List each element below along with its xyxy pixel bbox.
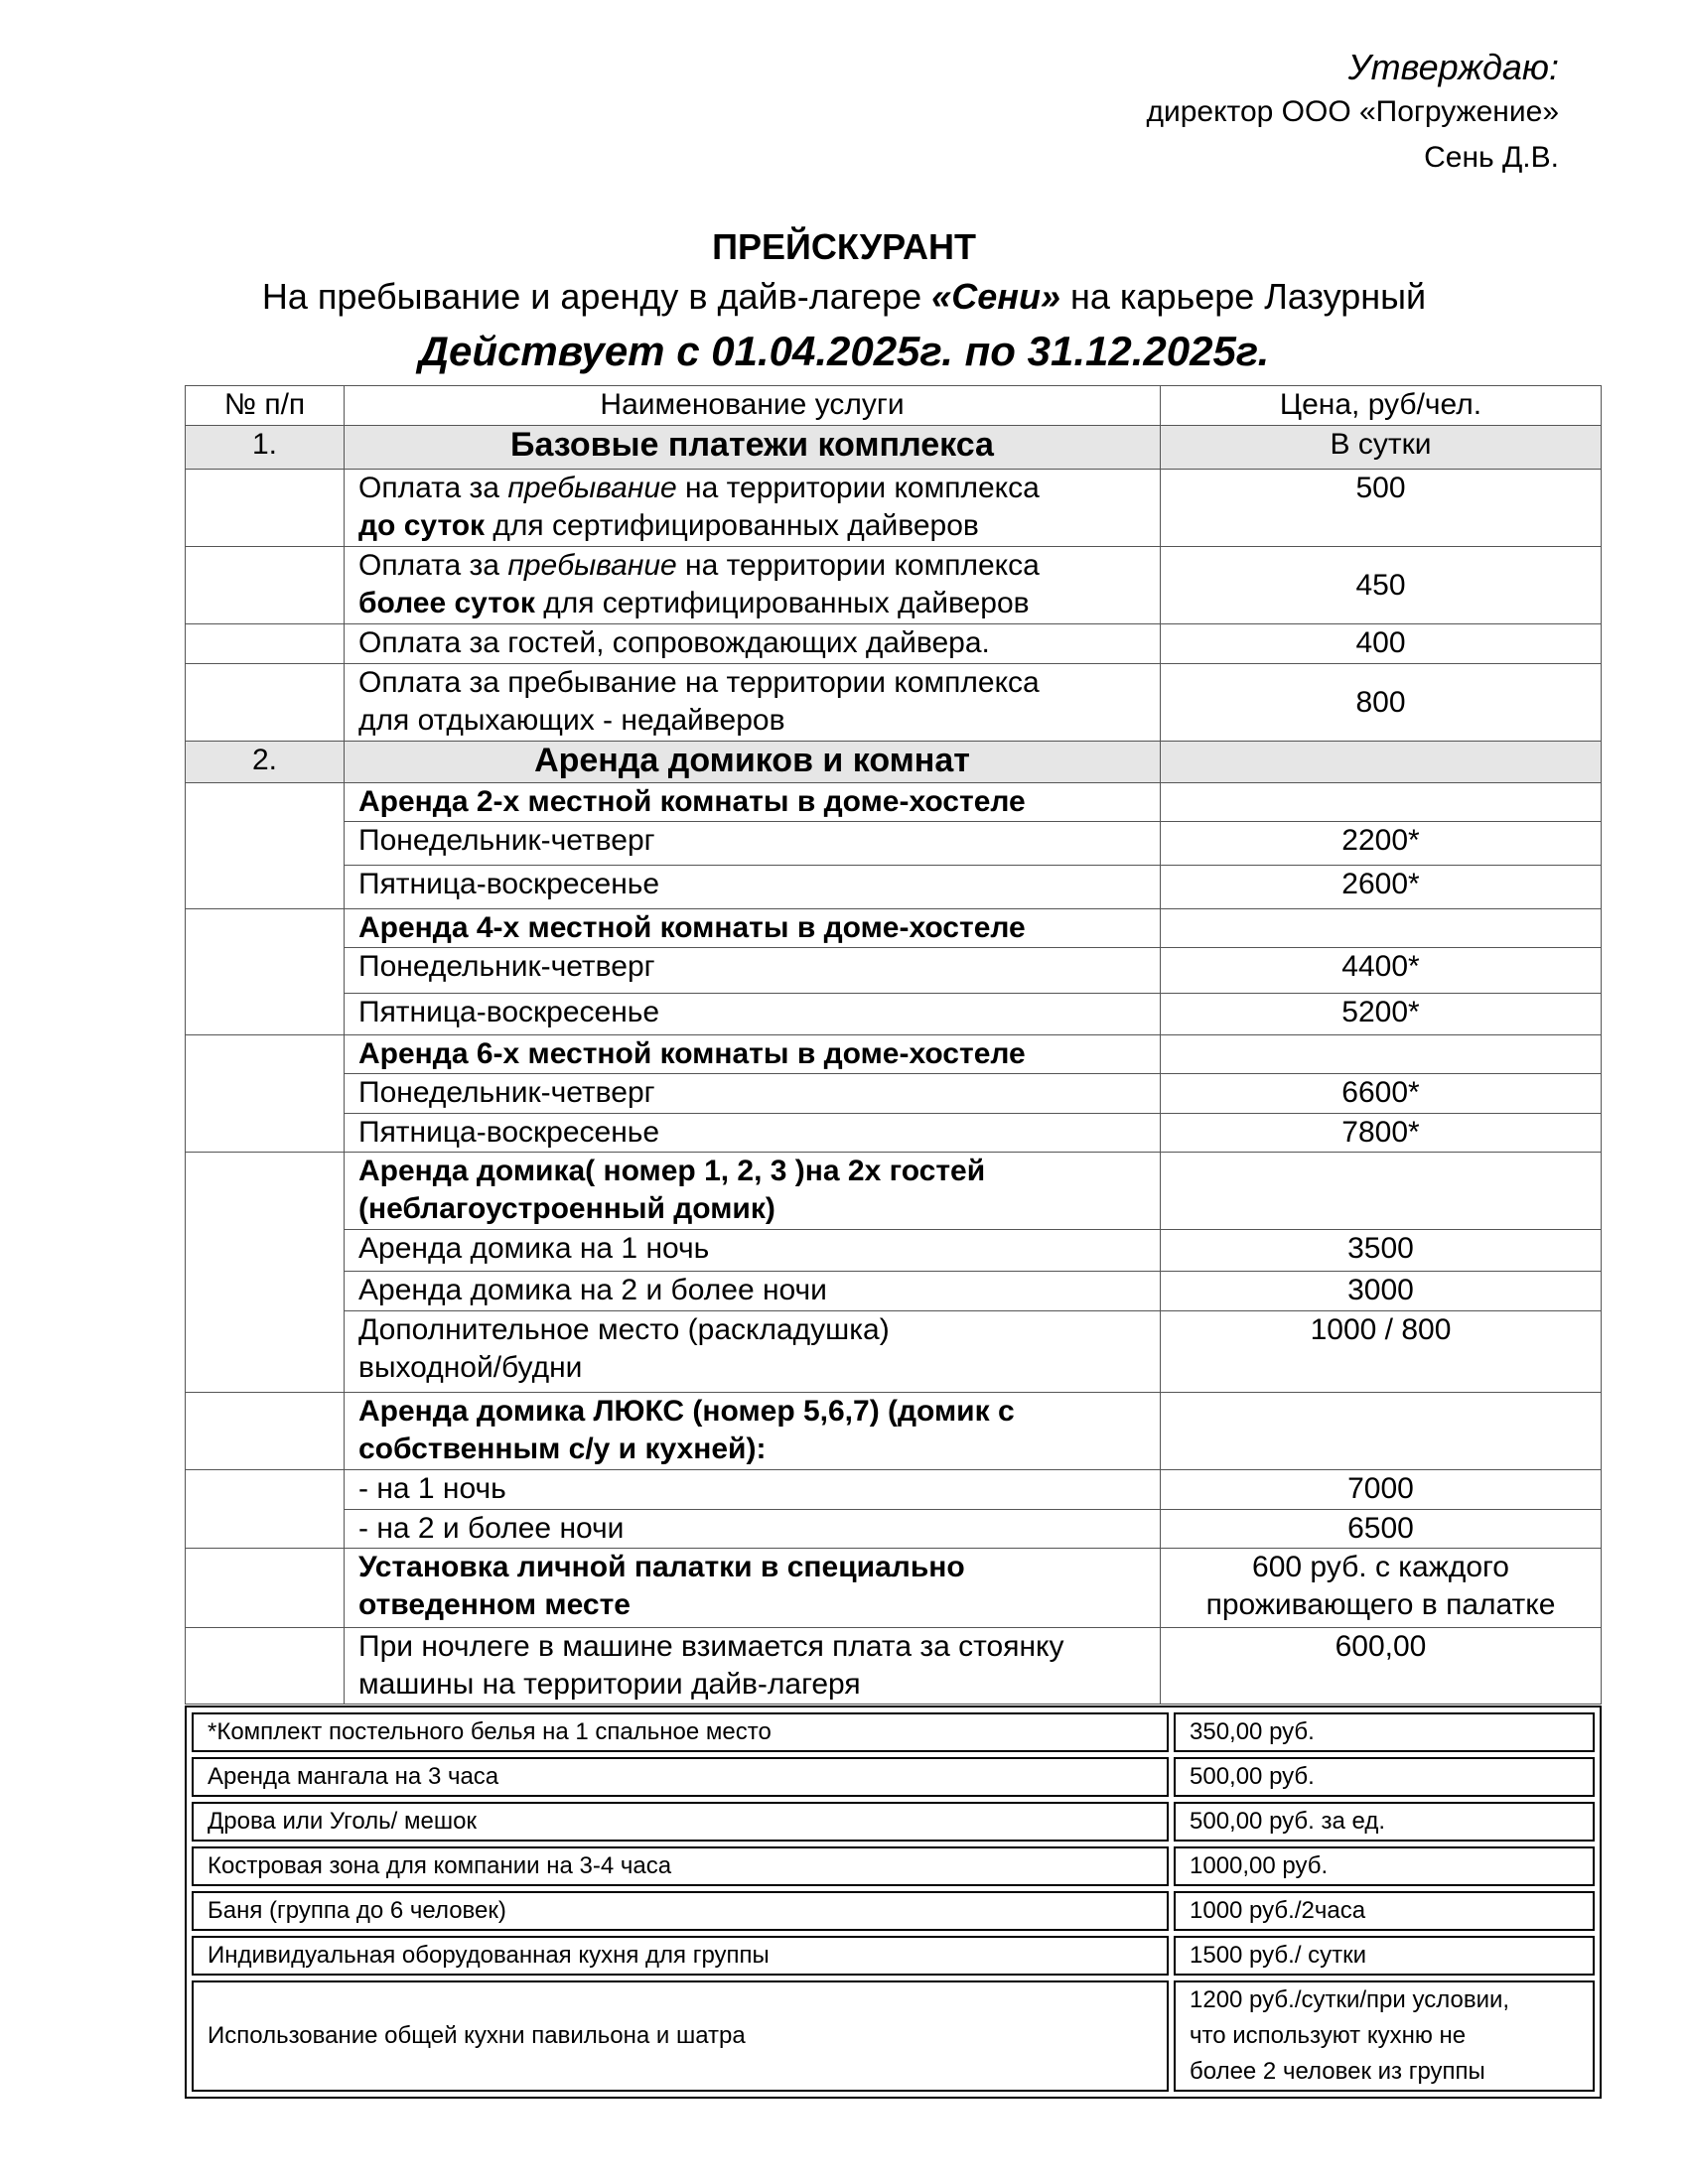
service-name: Оплата за гостей, сопровождающих дайвера.	[345, 624, 1161, 664]
service-price: 600 руб. с каждого проживающего в палатке	[1161, 1549, 1602, 1628]
extra-name: Дрова или Уголь/ мешок	[192, 1802, 1169, 1842]
header-price: Цена, руб/чел.	[1161, 386, 1602, 426]
table-row	[186, 1114, 1602, 1153]
service-name: При ночлеге в машине взимается плата за стоянку машины на территории дайв-лагеря	[345, 1628, 1161, 1705]
service-name: Оплата за пребывание на территории комплекса до суток для сертифицированных дайверов	[345, 470, 1161, 547]
table-row	[186, 470, 1602, 547]
group-title-row	[186, 783, 1602, 822]
group-title-row	[186, 1035, 1602, 1074]
table-row	[192, 1846, 1595, 1886]
table-row	[186, 664, 1602, 742]
service-name: Оплата за пребывание на территории комплекса для отдыхающих - недайверов	[345, 664, 1161, 742]
service-name: - на 1 ночь	[345, 1470, 1161, 1510]
service-price: 3000	[1161, 1272, 1602, 1311]
service-price: 7000	[1161, 1470, 1602, 1510]
price-table	[185, 385, 1602, 1705]
service-name: Аренда домика на 1 ночь	[345, 1230, 1161, 1272]
table-row	[186, 822, 1602, 866]
extra-price: 500,00 руб.	[1174, 1757, 1595, 1797]
table-row	[186, 994, 1602, 1035]
service-price: 2200*	[1161, 822, 1602, 866]
service-price: 4400*	[1161, 948, 1602, 994]
table-header-row	[186, 386, 1602, 426]
table-row	[186, 1470, 1602, 1510]
group-title: Аренда 6-х местной комнаты в доме-хостеле	[345, 1035, 1161, 1074]
table-row	[186, 1230, 1602, 1272]
section-row-1	[186, 426, 1602, 470]
table-row	[186, 1272, 1602, 1311]
table-row	[186, 866, 1602, 909]
group-title: Аренда домика( номер 1, 2, 3 )на 2х гостей (неблагоустроенный домик)	[345, 1153, 1161, 1230]
table-row	[186, 1074, 1602, 1114]
service-name: Пятница-воскресенье	[345, 1114, 1161, 1153]
header-number: № п/п	[186, 386, 345, 426]
extra-name: Костровая зона для компании на 3-4 часа	[192, 1846, 1169, 1886]
service-name: Аренда домика на 2 и более ночи	[345, 1272, 1161, 1311]
group-title-row	[186, 909, 1602, 948]
group-title: Аренда домика ЛЮКС (номер 5,6,7) (домик с собственным с/у и кухней):	[345, 1393, 1161, 1470]
service-price: 500	[1161, 470, 1602, 547]
section-row-2	[186, 742, 1602, 783]
approval-block	[1146, 46, 1559, 181]
camp-name: «Сени»	[931, 276, 1060, 317]
extra-price: 500,00 руб. за ед.	[1174, 1802, 1595, 1842]
service-price: 6600*	[1161, 1074, 1602, 1114]
extra-price: 1500 руб./ сутки	[1174, 1936, 1595, 1976]
service-price: 7800*	[1161, 1114, 1602, 1153]
table-row	[192, 1712, 1595, 1752]
approval-signer: Сень Д.В.	[1424, 141, 1559, 174]
service-price: 5200*	[1161, 994, 1602, 1035]
table-row	[192, 1757, 1595, 1797]
section-title: Аренда домиков и комнат	[345, 742, 1161, 783]
section-number: 1.	[186, 426, 345, 470]
header-service: Наименование услуги	[345, 386, 1161, 426]
table-row	[186, 948, 1602, 994]
service-price: 6500	[1161, 1510, 1602, 1549]
service-name: Установка личной палатки в специально отведенном месте	[345, 1549, 1161, 1628]
extra-name: Аренда мангала на 3 часа	[192, 1757, 1169, 1797]
service-name: Оплата за пребывание на территории комплекса более суток для сертифицированных дайверов	[345, 547, 1161, 624]
service-name: Пятница-воскресенье	[345, 866, 1161, 909]
table-row	[192, 1802, 1595, 1842]
service-name: Понедельник-четверг	[345, 948, 1161, 994]
table-row	[192, 1891, 1595, 1931]
service-price: 400	[1161, 624, 1602, 664]
table-row	[186, 1628, 1602, 1705]
extra-name: Индивидуальная оборудованная кухня для группы	[192, 1936, 1169, 1976]
approval-heading: Утверждаю:	[1347, 47, 1559, 87]
table-row	[192, 1936, 1595, 1976]
service-price: 450	[1161, 547, 1602, 624]
extra-price: 1200 руб./сутки/при условии, что используют кухню не более 2 человек из группы	[1174, 1980, 1595, 2092]
document-title: ПРЕЙСКУРАНТ	[712, 226, 976, 267]
table-row	[192, 1980, 1595, 2092]
table-row	[186, 1510, 1602, 1549]
document-subtitle: На пребывание и аренду в дайв-лагере «Сени» на карьере Лазурный	[261, 276, 1427, 317]
group-title-row	[186, 1393, 1602, 1470]
service-name: Дополнительное место (раскладушка) выходной/будни	[345, 1311, 1161, 1393]
extra-name: Использование общей кухни павильона и шатра	[192, 1980, 1169, 2092]
group-title-row	[186, 1153, 1602, 1230]
table-row	[186, 547, 1602, 624]
service-name: Понедельник-четверг	[345, 1074, 1161, 1114]
section-number: 2.	[186, 742, 345, 783]
extra-price: 1000 руб./2часа	[1174, 1891, 1595, 1931]
validity-period: Действует с 01.04.2025г. по 31.12.2025г.	[418, 328, 1270, 374]
service-name: Пятница-воскресенье	[345, 994, 1161, 1035]
section-price-note: В сутки	[1161, 426, 1602, 470]
service-price: 800	[1161, 664, 1602, 742]
group-title: Аренда 4-х местной комнаты в доме-хостеле	[345, 909, 1161, 948]
table-row	[186, 624, 1602, 664]
extra-name: *Комплект постельного белья на 1 спальное место	[192, 1712, 1169, 1752]
service-name: Понедельник-четверг	[345, 822, 1161, 866]
service-price: 3500	[1161, 1230, 1602, 1272]
service-name: - на 2 и более ночи	[345, 1510, 1161, 1549]
extra-name: Баня (группа до 6 человек)	[192, 1891, 1169, 1931]
approval-position: директор ООО «Погружение»	[1146, 95, 1559, 128]
extra-price: 350,00 руб.	[1174, 1712, 1595, 1752]
extras-table	[185, 1706, 1602, 2099]
section-title: Базовые платежи комплекса	[345, 426, 1161, 470]
group-title: Аренда 2-х местной комнаты в доме-хостеле	[345, 783, 1161, 822]
extra-price: 1000,00 руб.	[1174, 1846, 1595, 1886]
service-price: 2600*	[1161, 866, 1602, 909]
service-price: 1000 / 800	[1161, 1311, 1602, 1393]
service-price: 600,00	[1161, 1628, 1602, 1705]
table-row	[186, 1549, 1602, 1628]
table-row	[186, 1311, 1602, 1393]
